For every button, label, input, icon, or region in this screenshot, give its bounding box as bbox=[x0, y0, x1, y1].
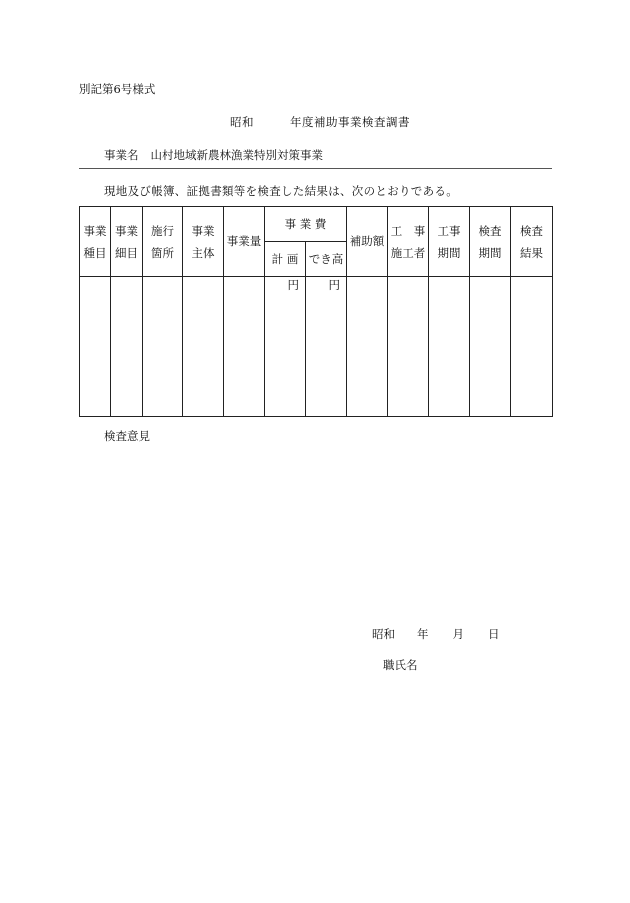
cell-cost-plan bbox=[265, 277, 306, 417]
document-title bbox=[230, 114, 410, 130]
cell-site bbox=[143, 277, 183, 417]
cell-inspect-result bbox=[511, 277, 553, 417]
header-cost-actual: でき高 bbox=[306, 242, 347, 277]
yen-unit-plan: 円 bbox=[287, 278, 299, 292]
intro-text: 現地及び帳簿、証拠書類等を検査した結果は、次のとおりである。 bbox=[104, 184, 458, 198]
header-detail: 事業 細目 bbox=[111, 207, 143, 277]
project-label: 事業名 bbox=[104, 148, 139, 162]
cell-body bbox=[183, 277, 224, 417]
date-year: 年 bbox=[417, 627, 429, 641]
project-value: 山村地域新農林漁業特別対策事業 bbox=[150, 148, 323, 162]
date-era: 昭和 bbox=[372, 627, 395, 641]
header-cost: 事 業 費 bbox=[265, 207, 347, 242]
cell-amount bbox=[224, 277, 265, 417]
date-line bbox=[372, 626, 500, 642]
cell-work-period bbox=[429, 277, 470, 417]
cell-detail bbox=[111, 277, 143, 417]
header-site: 施行 箇所 bbox=[143, 207, 183, 277]
table-header-row bbox=[80, 207, 553, 242]
header-inspect-period: 検査 期間 bbox=[470, 207, 511, 277]
cell-kind bbox=[80, 277, 111, 417]
header-subsidy: 補助額 bbox=[347, 207, 388, 277]
signature-label: 職氏名 bbox=[383, 658, 418, 672]
header-kind: 事業 種目 bbox=[80, 207, 111, 277]
header-body: 事業 主体 bbox=[183, 207, 224, 277]
header-work-period: 工事 期間 bbox=[429, 207, 470, 277]
header-contractor: 工 事 施工者 bbox=[388, 207, 429, 277]
table-row bbox=[80, 277, 553, 417]
cell-cost-actual bbox=[306, 277, 347, 417]
cell-subsidy bbox=[347, 277, 388, 417]
divider bbox=[79, 168, 552, 169]
date-month: 月 bbox=[452, 627, 464, 641]
yen-unit-actual: 円 bbox=[328, 278, 340, 292]
title-text: 年度補助事業検査調書 bbox=[290, 115, 410, 129]
inspection-table bbox=[79, 206, 553, 417]
date-day: 日 bbox=[488, 627, 500, 641]
cell-contractor bbox=[388, 277, 429, 417]
header-amount: 事業量 bbox=[224, 207, 265, 277]
form-number: 別記第6号様式 bbox=[79, 82, 156, 96]
cell-inspect-period bbox=[470, 277, 511, 417]
header-cost-plan: 計 画 bbox=[265, 242, 306, 277]
header-inspect-result: 検査 結果 bbox=[511, 207, 553, 277]
project-name-line bbox=[104, 147, 323, 163]
opinion-label: 検査意見 bbox=[104, 429, 150, 443]
title-era: 昭和 bbox=[230, 115, 254, 129]
